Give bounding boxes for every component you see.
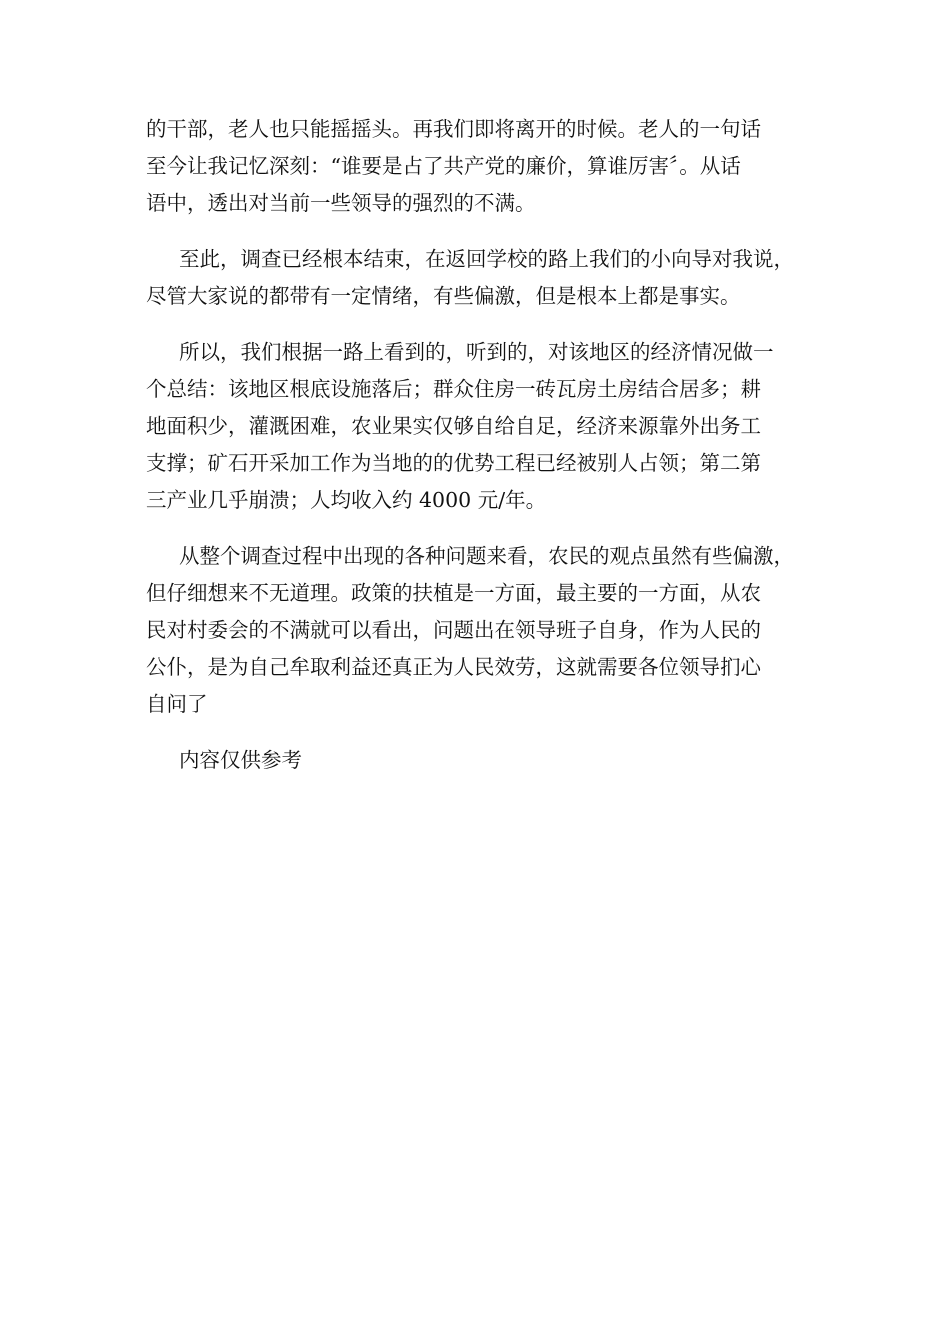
text-line: 自问了 — [146, 692, 208, 716]
paragraph-3 — [146, 334, 826, 519]
text-line: 的干部，老人也只能摇摇头。再我们即将离开的时候。老人的一句话 — [146, 117, 761, 141]
text-line: 语中，透出对当前一些领导的强烈的不满。 — [146, 191, 536, 215]
text-line: 所以，我们根据一路上看到的，听到的，对该地区的经济情况做一 — [179, 340, 774, 364]
text-line: 至此，调查已经根本结束，在返回学校的路上我们的小向导对我说， — [179, 247, 794, 271]
paragraph-1 — [146, 111, 826, 222]
text-line: 三产业几乎崩溃；人均收入约 4000 元/年。 — [146, 488, 547, 512]
paragraph-5-footer-note — [146, 742, 826, 779]
text-line: 民对村委会的不满就可以看出，问题出在领导班子自身，作为人民的 — [146, 618, 761, 642]
text-line: 支撑；矿石开采加工作为当地的的优势工程已经被别人占领；第二第 — [146, 451, 761, 475]
paragraph-4 — [146, 538, 826, 723]
paragraph-2 — [146, 241, 826, 315]
text-line: 内容仅供参考 — [179, 748, 302, 772]
text-line: 公仆，是为自己牟取利益还真正为人民效劳，这就需要各位领导扪心 — [146, 655, 761, 679]
text-line: 尽管大家说的都带有一定情绪，有些偏激，但是根本上都是事实。 — [146, 284, 741, 308]
text-line: 至今让我记忆深刻：“谁要是占了共产党的廉价，算谁厉害〞。从话 — [146, 154, 741, 178]
text-line: 地面积少，灌溉困难，农业果实仅够自给自足，经济来源靠外出务工 — [146, 414, 761, 438]
text-line: 但仔细想来不无道理。政策的扶植是一方面，最主要的一方面，从农 — [146, 581, 761, 605]
text-line: 从整个调查过程中出现的各种问题来看，农民的观点虽然有些偏激， — [179, 544, 794, 568]
text-line: 个总结：该地区根底设施落后；群众住房一砖瓦房土房结合居多；耕 — [146, 377, 761, 401]
document-body — [146, 111, 826, 798]
